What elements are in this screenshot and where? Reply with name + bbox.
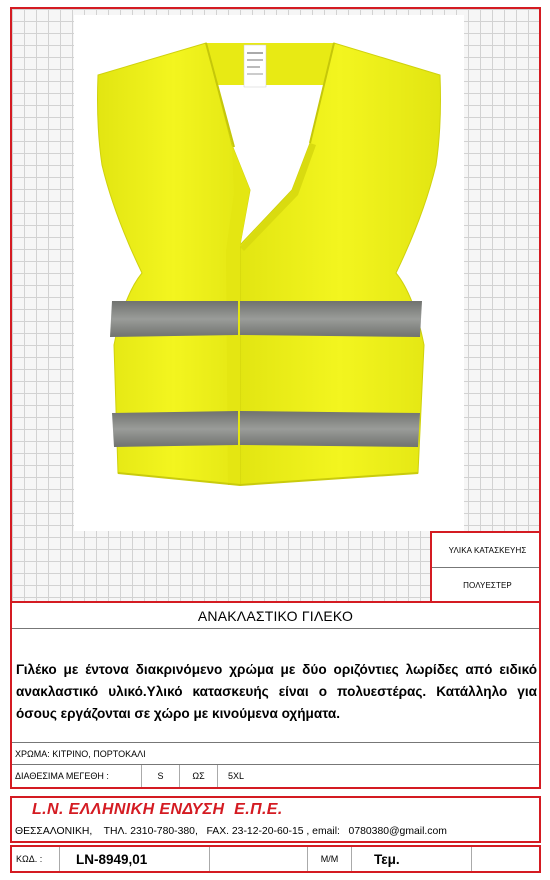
- color-row: [12, 743, 539, 765]
- code-blank-cell: [210, 847, 308, 871]
- size-from: S: [142, 765, 180, 787]
- size-to-word: ΩΣ: [180, 765, 218, 787]
- code-blank-cell-end: [472, 847, 539, 871]
- company-contact: ΘΕΣΣΑΛΟΝΙΚΗ, ΤΗΛ. 2310-780-380, FAX. 23-12-20-60-15 , email: 0780380@gmail.com: [15, 826, 447, 837]
- unit-value: Τεμ.: [352, 847, 472, 871]
- material-box: [430, 531, 541, 603]
- product-title: ΑΝΑΚΛΑΣΤΙΚΟ ΓΙΛΕΚΟ: [12, 603, 539, 629]
- product-photo: [74, 15, 464, 531]
- code-row: [10, 845, 541, 873]
- colors-label: ΧΡΩΜΑ: ΚΙΤΡΙΝΟ, ΠΟΡΤΟΚΑΛΙ: [15, 748, 146, 759]
- sizes-row: [12, 765, 539, 787]
- code-label: ΚΩΔ. :: [12, 847, 60, 871]
- company-name: L.N. ΕΛΛΗΝΙΚΗ ΕΝΔΥΣΗ Ε.Π.Ε.: [32, 801, 283, 818]
- sizes-label: ΔΙΑΘΕΣΙΜΑ ΜΕΓΕΘΗ :: [12, 765, 142, 787]
- company-section: [10, 796, 541, 843]
- product-image-panel: [10, 7, 541, 603]
- material-value: ΠΟΛΥΕΣΤΕΡ: [463, 581, 512, 590]
- material-header: ΥΛΙΚΑ ΚΑΤΑΣΚΕΥΗΣ: [432, 533, 541, 568]
- product-description: Γιλέκο με έντονα διακρινόμενο χρώμα με δύο οριζόντιες λωρίδες από ειδικό ανακλαστικό υλικό.Υλικό κατασκευής είναι ο πολυεστέρας. Κατάλληλο για όσους εργάζονται σε χώρο με κινούμενα οχήματα.: [12, 629, 539, 743]
- code-value: LN-8949,01: [60, 847, 210, 871]
- unit-label: Μ/Μ: [308, 847, 352, 871]
- size-to: 5XL: [228, 771, 245, 781]
- reflective-vest-image: [74, 15, 464, 531]
- description-section: [10, 603, 541, 789]
